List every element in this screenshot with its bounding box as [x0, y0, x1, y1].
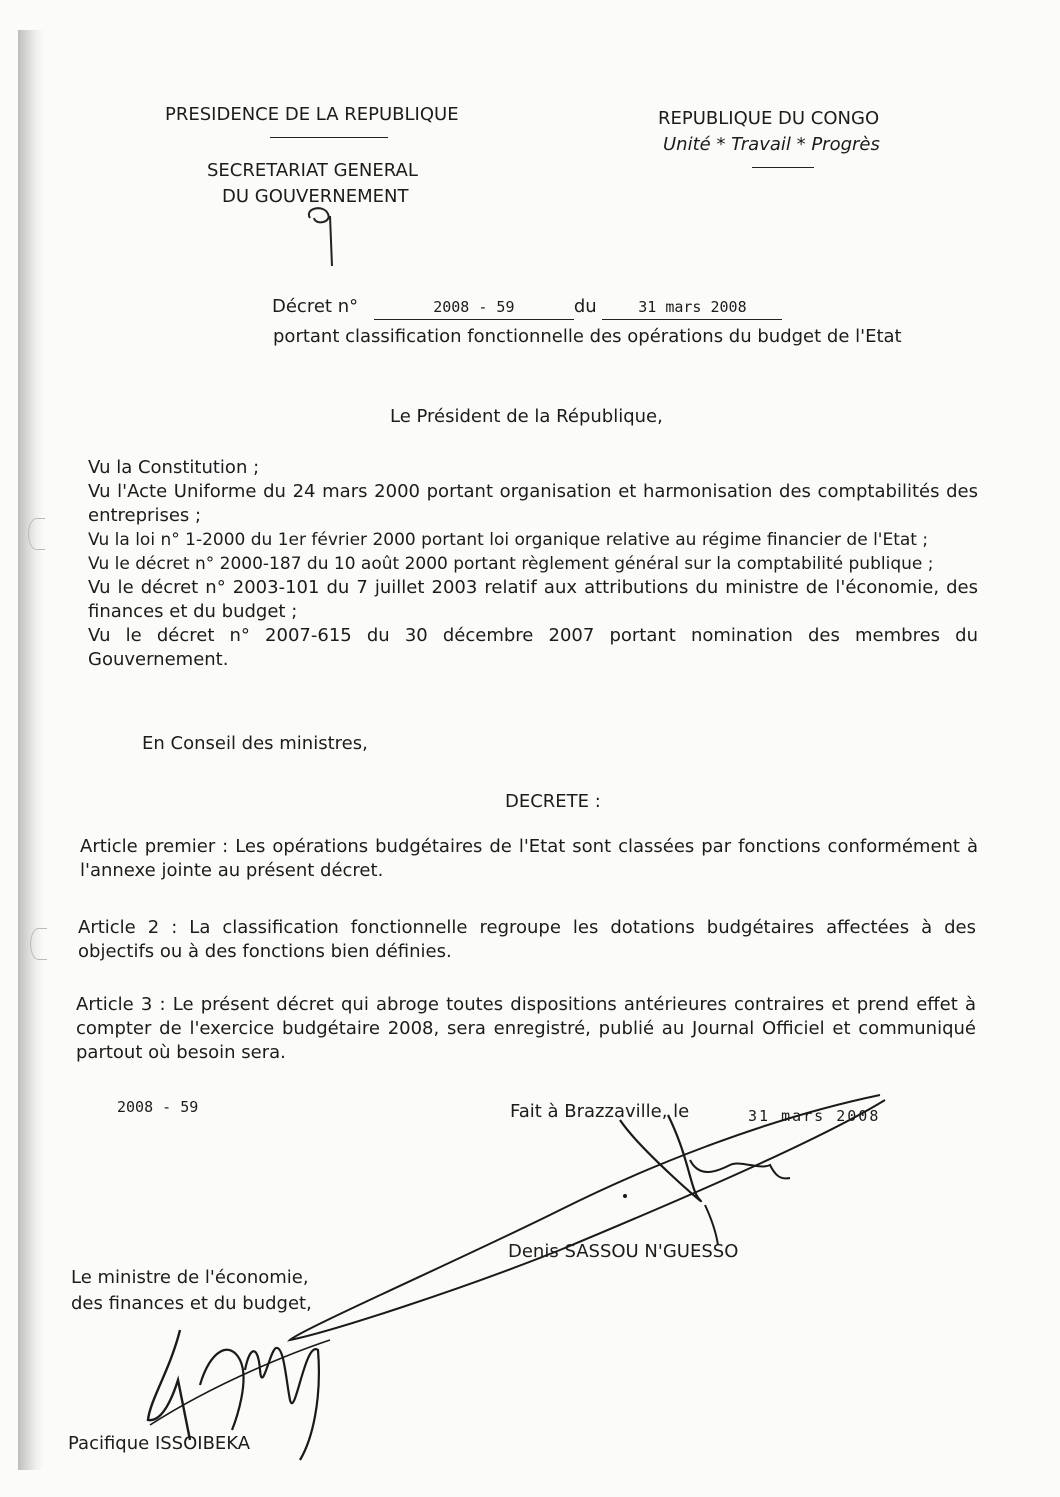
decree-date: 31 mars 2008 — [602, 295, 782, 320]
minister-title-1: Le ministre de l'économie, — [71, 1267, 309, 1288]
header-motto: Unité * Travail * Progrès — [663, 134, 880, 155]
conseil-line: En Conseil des ministres, — [142, 733, 368, 754]
stamp-date: 31 mars 2008 — [748, 1107, 881, 1125]
fait-a: Fait à Brazzaville, le — [510, 1101, 690, 1122]
visa-item: Vu l'Acte Uniforme du 24 mars 2000 portant organisation et harmonisation des comptabilités des entreprises ; — [88, 481, 978, 526]
article-label: Article 3 : — [76, 994, 166, 1015]
article-text: La classification fonctionnelle regroupe les dotations budgétaires affectées à des objectifs ou à des fonctions bien définies. — [78, 917, 976, 962]
decree-du: du — [573, 296, 597, 317]
visa-item: Vu le décret n° 2003-101 du 7 juillet 2003 relatif aux attributions du ministre de l'économie, des finances et du budget ; — [88, 577, 978, 622]
minister-name: Pacifique ISSOIBEKA — [68, 1433, 251, 1454]
visa-item: Vu le décret n° 2007-615 du 30 décembre 2007 portant nomination des membres du Gouvernement. — [88, 625, 978, 670]
article-text: Le présent décret qui abroge toutes dispositions antérieures contraires et prend effet à compter de l'exercice budgétaire 2008, sera enregistré, publié au Journal Officiel et communiqué partout où besoin sera. — [76, 994, 976, 1063]
header-republique: REPUBLIQUE DU CONGO — [658, 108, 880, 129]
header-presidence: PRESIDENCE DE LA REPUBLIQUE — [165, 104, 459, 125]
minister-title-2: des finances et du budget, — [71, 1293, 312, 1314]
stamp-number: 2008 - 59 — [117, 1098, 199, 1116]
visa-item: Vu la loi n° 1-2000 du 1er février 2000 portant loi organique relative au régime financier de l'Etat ; — [88, 530, 929, 550]
article-text: Les opérations budgétaires de l'Etat sont classées par fonctions conformément à l'annexe jointe au présent décret. — [80, 836, 978, 881]
decree-label: Décret n° — [272, 296, 359, 317]
decrete-heading: DECRETE : — [505, 791, 601, 812]
visa-item: Vu la Constitution ; — [88, 457, 260, 478]
decree-subject: portant classification fonctionnelle des opérations du budget de l'Etat — [273, 326, 902, 347]
president-heading: Le Président de la République, — [390, 406, 663, 427]
article-label: Article 2 : — [78, 917, 178, 938]
article-label: Article premier : — [80, 836, 229, 857]
president-name: Denis SASSOU N'GUESSO — [508, 1241, 739, 1262]
visa-item: Vu le décret n° 2000-187 du 10 août 2000 portant règlement général sur la comptabilité publique ; — [88, 554, 934, 574]
decree-number: 2008 - 59 — [374, 295, 574, 320]
header-gouvernement: DU GOUVERNEMENT — [222, 186, 409, 207]
header-secretariat: SECRETARIAT GENERAL — [207, 160, 418, 181]
